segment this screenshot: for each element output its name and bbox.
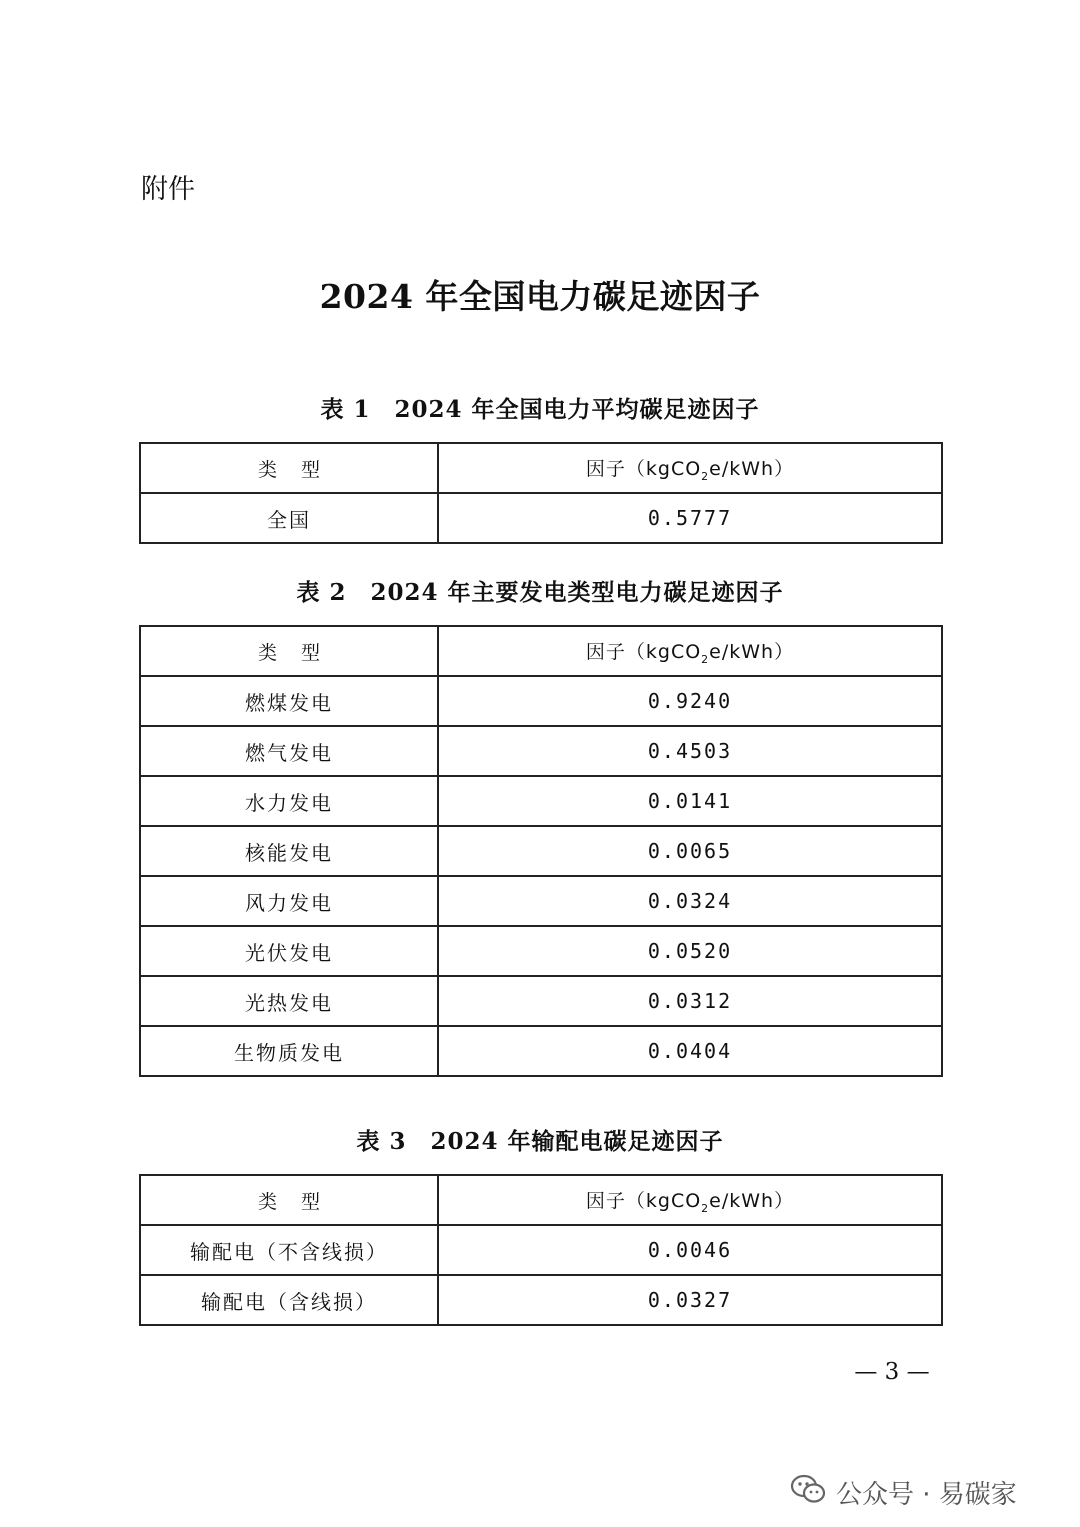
table-1-caption-number: 表 1 bbox=[320, 396, 371, 423]
header-factor-sub: 2 bbox=[701, 1201, 710, 1215]
header-factor-suffix: e/kWh） bbox=[709, 1189, 795, 1212]
row-factor: 0.0046 bbox=[438, 1225, 942, 1275]
row-factor: 0.0327 bbox=[438, 1275, 942, 1325]
table-header-row bbox=[140, 626, 942, 676]
header-factor-suffix: e/kWh） bbox=[709, 640, 795, 663]
row-factor: 0.0520 bbox=[438, 926, 942, 976]
table-1-caption-title: 2024 年全国电力平均碳足迹因子 bbox=[394, 396, 760, 423]
watermark-text: 公众号 · 易碳家 bbox=[836, 1479, 1017, 1510]
header-factor-sub: 2 bbox=[701, 652, 710, 666]
row-type: 水力发电 bbox=[140, 776, 438, 826]
header-factor bbox=[438, 626, 942, 676]
table-3 bbox=[139, 1174, 943, 1326]
row-type: 全国 bbox=[140, 493, 438, 543]
row-type: 风力发电 bbox=[140, 876, 438, 926]
row-factor: 0.4503 bbox=[438, 726, 942, 776]
header-factor-prefix: 因子（kgCO bbox=[585, 640, 702, 663]
row-type: 核能发电 bbox=[140, 826, 438, 876]
header-factor-prefix: 因子（kgCO bbox=[585, 1189, 702, 1212]
row-factor: 0.5777 bbox=[438, 493, 942, 543]
header-type: 类型 bbox=[140, 626, 438, 676]
table-header-row bbox=[140, 1175, 942, 1225]
table-row bbox=[140, 493, 942, 543]
table-row bbox=[140, 726, 942, 776]
table-row bbox=[140, 1026, 942, 1076]
header-factor bbox=[438, 1175, 942, 1225]
table-1 bbox=[139, 442, 943, 544]
row-factor: 0.0141 bbox=[438, 776, 942, 826]
document-title: 2024 年全国电力碳足迹因子 bbox=[319, 277, 761, 316]
row-factor: 0.0065 bbox=[438, 826, 942, 876]
attachment-label: 附件 bbox=[141, 174, 195, 205]
page-number: — 3 — bbox=[854, 1359, 930, 1385]
row-type: 输配电（不含线损） bbox=[140, 1225, 438, 1275]
row-type: 光伏发电 bbox=[140, 926, 438, 976]
table-3-caption-title: 2024 年输配电碳足迹因子 bbox=[430, 1128, 724, 1155]
table-3-caption-number: 表 3 bbox=[356, 1128, 407, 1155]
table-2-caption bbox=[0, 576, 1080, 610]
header-factor-suffix: e/kWh） bbox=[709, 457, 795, 480]
table-row bbox=[140, 1225, 942, 1275]
row-type: 燃气发电 bbox=[140, 726, 438, 776]
wechat-icon bbox=[790, 1473, 826, 1512]
table-row bbox=[140, 976, 942, 1026]
table-2-caption-number: 表 2 bbox=[296, 579, 347, 606]
row-type: 燃煤发电 bbox=[140, 676, 438, 726]
table-row bbox=[140, 826, 942, 876]
header-factor-prefix: 因子（kgCO bbox=[585, 457, 702, 480]
table-row bbox=[140, 676, 942, 726]
header-factor-sub: 2 bbox=[701, 469, 710, 483]
header-factor bbox=[438, 443, 942, 493]
table-row bbox=[140, 876, 942, 926]
table-header-row bbox=[140, 443, 942, 493]
table-2-caption-title: 2024 年主要发电类型电力碳足迹因子 bbox=[370, 579, 784, 606]
table-2 bbox=[139, 625, 943, 1077]
row-type: 生物质发电 bbox=[140, 1026, 438, 1076]
row-factor: 0.0404 bbox=[438, 1026, 942, 1076]
header-type: 类型 bbox=[140, 443, 438, 493]
row-type: 光热发电 bbox=[140, 976, 438, 1026]
table-row bbox=[140, 776, 942, 826]
row-type: 输配电（含线损） bbox=[140, 1275, 438, 1325]
watermark bbox=[790, 1470, 1017, 1514]
table-row bbox=[140, 1275, 942, 1325]
row-factor: 0.0324 bbox=[438, 876, 942, 926]
header-type: 类型 bbox=[140, 1175, 438, 1225]
table-row bbox=[140, 926, 942, 976]
row-factor: 0.9240 bbox=[438, 676, 942, 726]
row-factor: 0.0312 bbox=[438, 976, 942, 1026]
table-3-caption bbox=[0, 1125, 1080, 1159]
table-1-caption bbox=[0, 393, 1080, 427]
